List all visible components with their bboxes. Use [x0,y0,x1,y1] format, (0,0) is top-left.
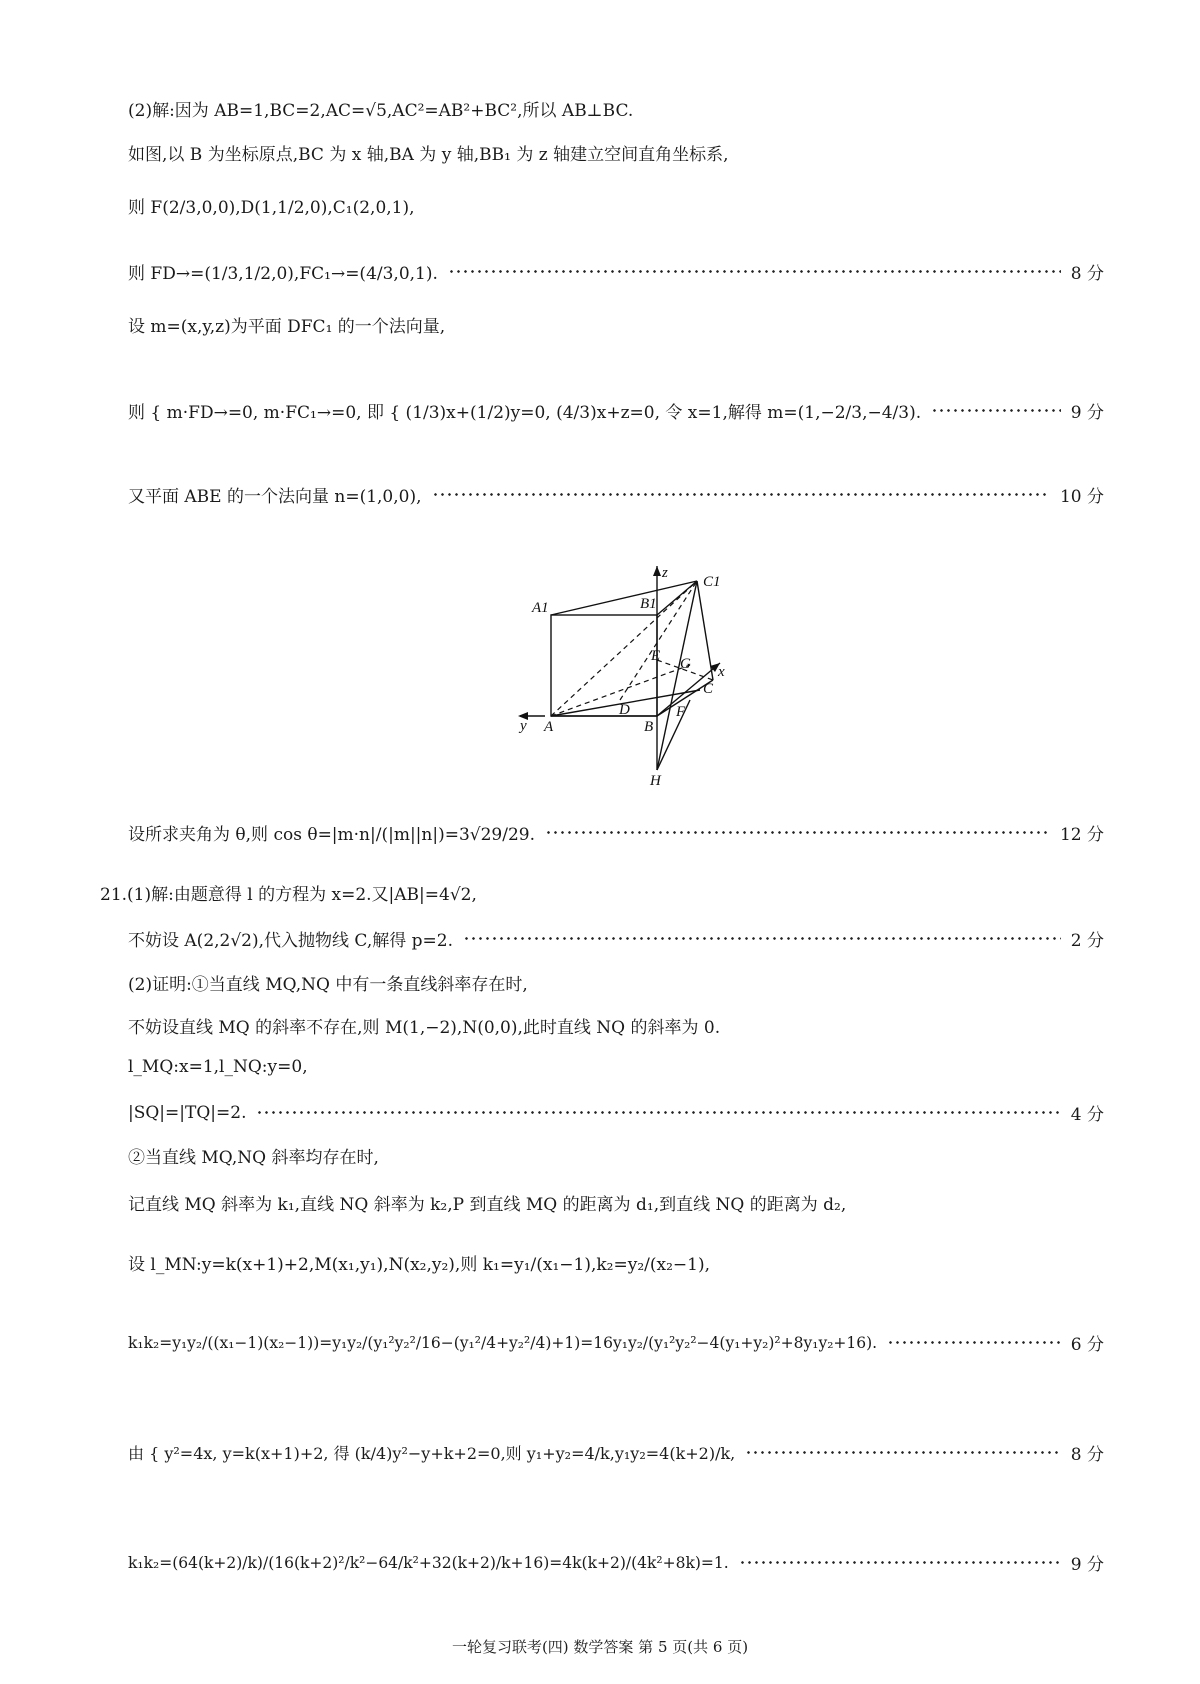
text-line: (2)证明:①当直线 MQ,NQ 中有一条直线斜率存在时, [128,975,528,995]
score: 4 分 [1070,1105,1104,1125]
scored-line: 不妨设 A(2,2√2),代入抛物线 C,解得 p=2. 2 分 [128,926,1104,951]
label-g: G [680,656,691,672]
text-line: (2)解:因为 AB=1,BC=2,AC=√5,AC²=AB²+BC²,所以 AB⊥BC. [128,101,634,121]
score: 9 分 [1070,1555,1104,1575]
text-line: 则 F(2/3,0,0),D(1,1/2,0),C₁(2,0,1), [128,198,415,218]
dot-leader [745,1451,1061,1454]
score: 12 分 [1059,825,1104,845]
score: 9 分 [1070,403,1104,423]
label-x: x [718,664,725,680]
label-b: B [644,719,654,735]
label-a1: A1 [532,600,549,616]
scored-line: 设所求夹角为 θ,则 cos θ=|m·n|/(|m||n|)=3√29/29. 12 分 [128,820,1104,845]
score: 2 分 [1070,931,1104,951]
scored-line: k₁k₂=y₁y₂/((x₁−1)(x₂−1))=y₁y₂/(y₁²y₂²/16−(y₁²/4+y₂²/4)+1)=16y₁y₂/(y₁²y₂²−4(y₁+y₂)²+8y₁y₂+16). 6 分 [128,1330,1104,1355]
score: 6 分 [1070,1335,1104,1355]
label-e: E [651,648,661,664]
label-h: H [650,773,661,789]
text-line: 如图,以 B 为坐标原点,BC 为 x 轴,BA 为 y 轴,BB₁ 为 z 轴建立空间直角坐标系, [128,145,729,165]
score: 8 分 [1070,264,1104,284]
score: 8 分 [1070,1445,1104,1465]
scored-line: |SQ|=|TQ|=2. 4 分 [128,1100,1104,1125]
scored-line: k₁k₂=(64(k+2)/k)/(16(k+2)²/k²−64/k²+32(k+2)/k+16)=4k(k+2)/(4k²+8k)=1. 9 分 [128,1550,1104,1575]
label-z: z [662,565,668,581]
scored-line: 则 FD→=(1/3,1/2,0),FC₁→=(4/3,0,1). 8 分 [128,259,1104,284]
scored-line: 又平面 ABE 的一个法向量 n=(1,0,0), 10 分 [128,482,1104,507]
text-line: ②当直线 MQ,NQ 斜率均存在时, [128,1148,379,1168]
score: 10 分 [1059,487,1104,507]
label-d: D [619,702,630,718]
scored-line: 由 { y²=4x, y=k(x+1)+2, 得 (k/4)y²−y+k+2=0,则 y₁+y₂=4/k,y₁y₂=4(k+2)/k, 8 分 [128,1440,1104,1465]
text-line: 设 m=(x,y,z)为平面 DFC₁ 的一个法向量, [128,317,446,337]
dot-leader [545,831,1050,834]
text-line: 21.(1)解:由题意得 l 的方程为 x=2.又|AB|=4√2, [100,885,477,905]
label-f: F [676,704,686,720]
page-footer: 一轮复习联考(四) 数学答案 第 5 页(共 6 页) [451,1638,749,1656]
label-c: C [703,681,714,697]
scored-line: 则 { m·FD→=0, m·FC₁→=0, 即 { (1/3)x+(1/2)y=0, (4/3)x+z=0, 令 x=1,解得 m=(1,−2/3,−4/3). 9 分 [128,398,1104,423]
text-line: 记直线 MQ 斜率为 k₁,直线 NQ 斜率为 k₂,P 到直线 MQ 的距离为 d₁,到直线 NQ 的距离为 d₂, [128,1195,847,1215]
text-line: l_MQ:x=1,l_NQ:y=0, [128,1057,308,1077]
text-line: 设 l_MN:y=k(x+1)+2,M(x₁,y₁),N(x₂,y₂),则 k₁=y₁/(x₁−1),k₂=y₂/(x₂−1), [128,1255,711,1275]
label-c1: C1 [703,574,721,590]
dot-leader [739,1561,1061,1564]
label-a: A [544,719,554,735]
dot-leader [256,1111,1060,1114]
label-b1: B1 [640,596,657,612]
text-line: 不妨设直线 MQ 的斜率不存在,则 M(1,−2),N(0,0),此时直线 NQ 的斜率为 0. [128,1018,721,1038]
dot-leader [887,1341,1061,1344]
label-y: y [520,718,527,734]
dot-leader [463,937,1061,940]
